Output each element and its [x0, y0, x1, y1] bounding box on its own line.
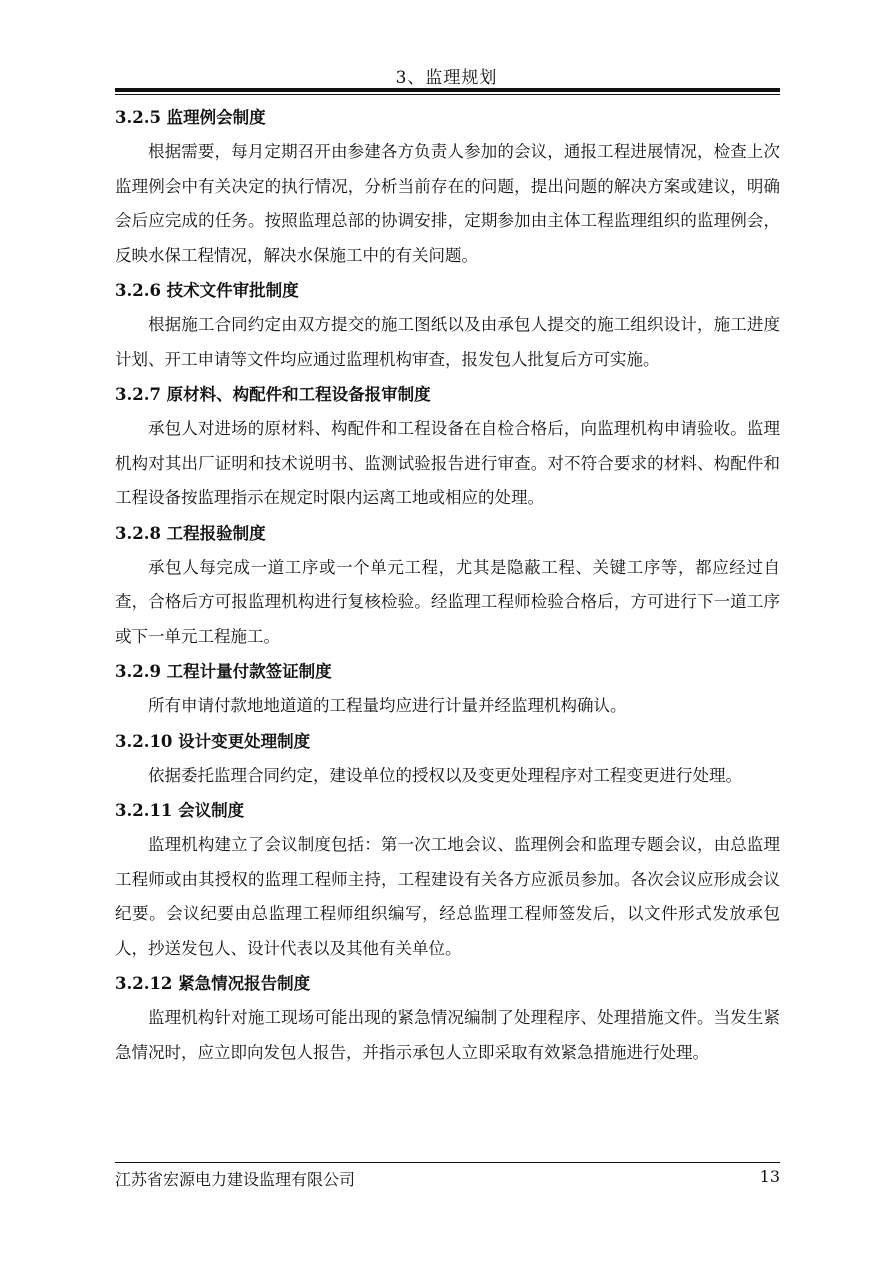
footer-page-number: 13: [759, 1167, 780, 1186]
section-3-2-9: [115, 655, 780, 724]
section-heading: 3.2.9 工程计量付款签证制度: [115, 662, 332, 681]
section-paragraph: 依据委托监理合同约定，建设单位的授权以及变更处理程序对工程变更进行处理。: [148, 765, 742, 785]
section-heading: 3.2.7 原材料、构配件和工程设备报审制度: [115, 385, 431, 404]
footer-company-name: 江苏省宏源电力建设监理有限公司: [115, 1170, 356, 1189]
section-heading: 3.2.5 监理例会制度: [115, 108, 266, 127]
header-rule-thick: [115, 88, 780, 92]
running-header-title: 3、监理规划: [395, 68, 498, 88]
section-heading: 3.2.11 会议制度: [115, 801, 245, 820]
section-paragraph: 监理机构针对施工现场可能出现的紧急情况编制了处理程序、处理措施文件。当发生紧急情况时，应立即向发包人报告，并指示承包人立即采取有效紧急措施进行处理。: [115, 1008, 780, 1062]
section-3-2-6: [115, 274, 780, 377]
section-3-2-5: [115, 101, 780, 273]
section-paragraph: 所有申请付款地地道道的工程量均应进行计量并经监理机构确认。: [148, 696, 627, 715]
page-body: [115, 100, 780, 1070]
section-paragraph: 根据需要，每月定期召开由参建各方负责人参加的会议，通报工程进展情况，检查上次监理例会中有关决定的执行情况，分析当前存在的问题，提出问题的解决方案或建议，明确会后应完成的任务。按照监理总部的协调安排，定期参加由主体工程监理组织的监理例会，反映水保工程情况，解决水保施工中的有关问题。: [115, 142, 780, 265]
section-3-2-11: [115, 794, 780, 966]
section-heading: 3.2.10 设计变更处理制度: [115, 731, 311, 751]
section-3-2-7: [115, 378, 780, 516]
section-paragraph: 承包人每完成一道工序或一个单元工程，尤其是隐蔽工程、关键工序等，都应经过自查，合格后方可报监理机构进行复核检验。经监理工程师检验合格后，方可进行下一道工序或下一单元工程施工。: [115, 557, 780, 646]
section-paragraph: 承包人对进场的原材料、构配件和工程设备在自检合格后，向监理机构申请验收。监理机构对其出厂证明和技术说明书、监测试验报告进行审查。对不符合要求的材料、构配件和工程设备按监理指示在规定时限内运离工地或相应的处理。: [115, 419, 780, 507]
section-3-2-8: [115, 517, 780, 655]
section-heading: 3.2.12 紧急情况报告制度: [115, 974, 311, 993]
section-paragraph: 根据施工合同约定由双方提交的施工图纸以及由承包人提交的施工组织设计，施工进度计划、开工申请等文件均应通过监理机构审查，报发包人批复后方可实施。: [115, 315, 780, 369]
section-paragraph: 监理机构建立了会议制度包括：第一次工地会议、监理例会和监理专题会议，由总监理工程师或由其授权的监理工程师主持，工程建设有关各方应派员参加。各次会议应形成会议纪要。会议纪要由总监理工程师组织编写，经总监理工程师签发后，以文件形式发放承包人，抄送发包人、设计代表以及其他有关单位。: [115, 835, 780, 958]
section-heading: 3.2.8 工程报验制度: [115, 523, 266, 543]
footer-rule: [115, 1162, 780, 1163]
section-3-2-10: [115, 725, 780, 794]
section-heading: 3.2.6 技术文件审批制度: [115, 281, 299, 300]
header-rule-thin: [115, 94, 780, 95]
section-3-2-12: [115, 967, 780, 1070]
